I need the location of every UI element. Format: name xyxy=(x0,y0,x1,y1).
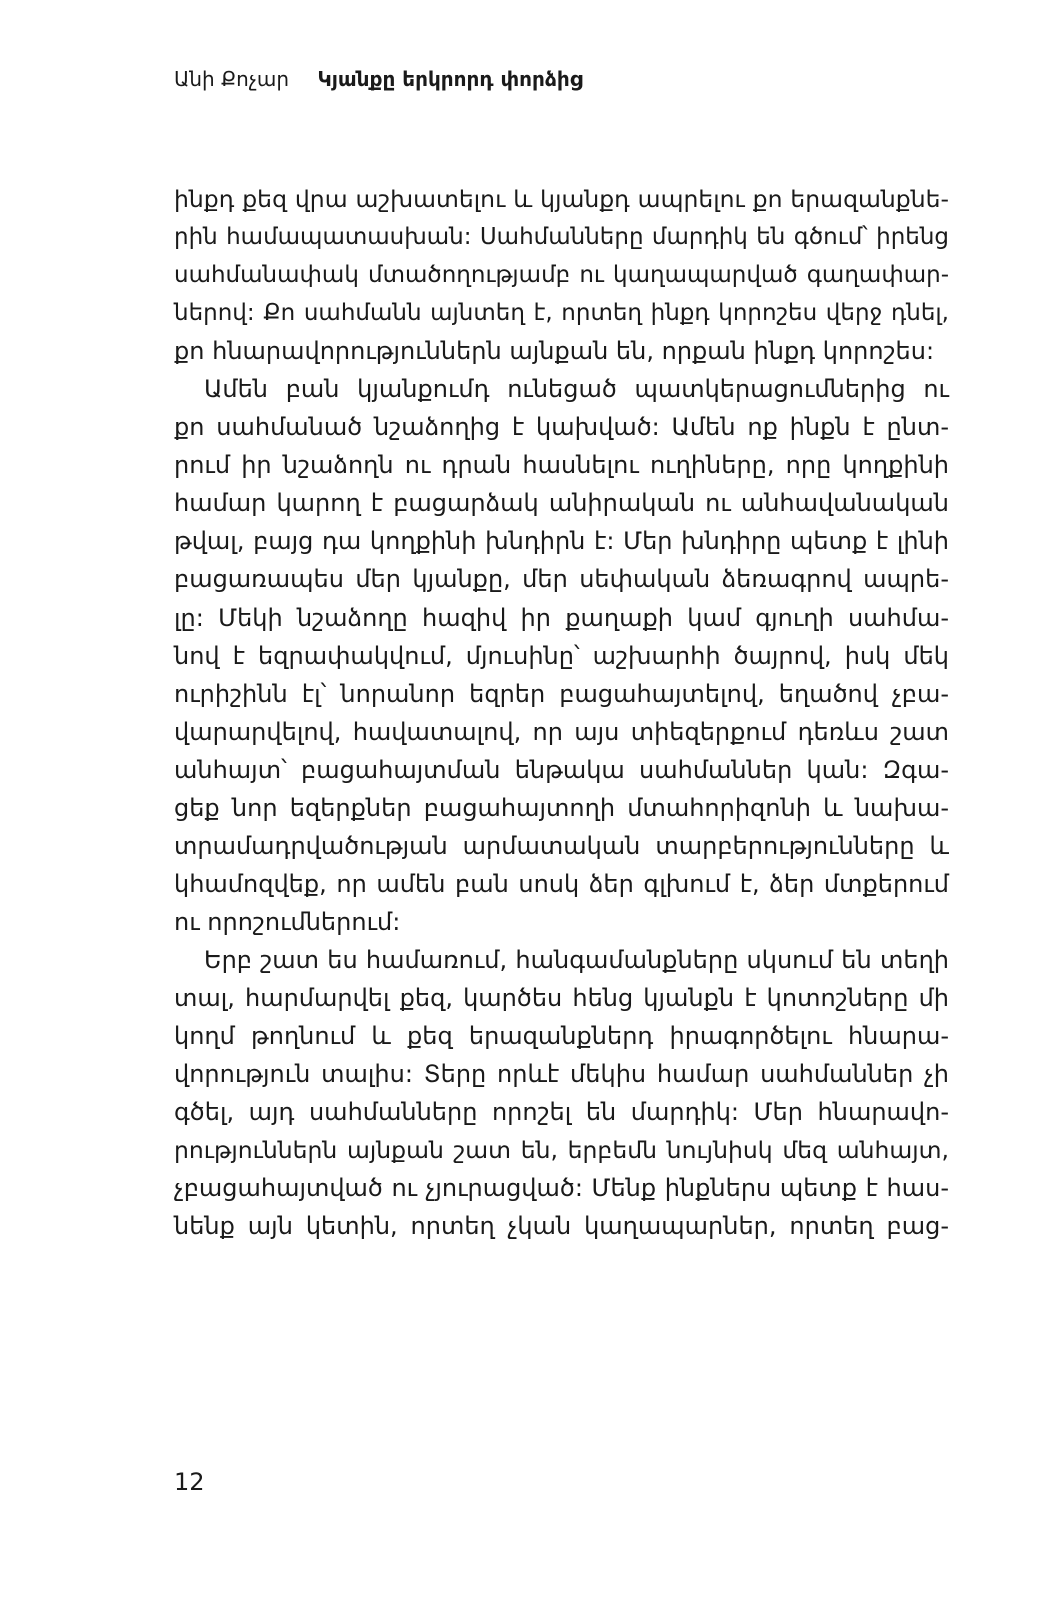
text-line: կհամոզվեք, որ ամեն բան սոսկ ձեր գլխում է, ձեր մտքերում xyxy=(174,869,949,898)
text-line: ներով: Քո սահմանն այնտեղ է, որտեղ ինքդ կորոշես վերջ դնել, xyxy=(174,300,949,327)
text-line: գծել, այդ սահմանները որոշել են մարդիկ: Մեր հնարավո- xyxy=(174,1098,949,1127)
text-line: րություններն այնքան շատ են, երբեմն նույնիսկ մեզ անհայտ, xyxy=(174,1136,949,1165)
text-line: վորություն տալիս: Տերը որևէ մեկիս համար սահմաններ չի xyxy=(174,1060,949,1089)
text-line: լը: Մեկի նշաձողը հազիվ իր քաղաքի կամ գյուղի սահմա- xyxy=(174,603,949,632)
text-line: տրամադրվածության արմատական տարբերությունները և xyxy=(174,831,949,860)
text-line: չբացահայտված ու չյուրացված: Մենք ինքներս պետք է հաս- xyxy=(174,1174,949,1203)
text-line: կողմ թողնում և քեզ երազանքներդ իրագործելու հնարա- xyxy=(174,1022,949,1051)
text-line: ուրիշինն էլ՝ նորանոր եզրեր բացահայտելով, եղածով չբա- xyxy=(174,679,949,708)
text-line: վարարվելով, հավատալով, որ այս տիեզերքում դեռևս շատ xyxy=(174,717,949,746)
header-book-title: Կյանքը երկրորդ փորձից xyxy=(317,67,583,91)
text-line: տալ, հարմարվել քեզ, կարծես հենց կյանքն է կոտոշները մի xyxy=(174,983,949,1012)
text-line: անհայտ՝ բացահայտման ենթակա սահմաններ կան: Զգա- xyxy=(174,755,949,784)
text-line: թվալ, բայց դա կողքինի խնդիրն է: Մեր խնդիրը պետք է լինի xyxy=(174,527,949,556)
page-number: 12 xyxy=(174,1468,205,1496)
text-line: ու որոշումներում: xyxy=(174,907,401,936)
text-line: նով է եզրափակվում, մյուսինը՝ աշխարհի ծայրով, իսկ մեկ xyxy=(174,641,949,670)
text-line: ինքդ քեզ վրա աշխատելու և կյանքդ ապրելու քո երազանքնե- xyxy=(174,185,949,213)
header-author: Անի Քոչար xyxy=(174,67,290,91)
paragraph-first-line: Ամեն բան կյանքումդ ունեցած պատկերացումներից ու xyxy=(204,375,949,404)
running-header xyxy=(174,66,583,92)
text-line: քո հնարավորություններն այնքան են, որքան ինքդ կորոշես: xyxy=(174,337,935,366)
text-line: համար կարող է բացարձակ անիրական ու անհավանական xyxy=(174,489,949,518)
text-line: նենք այն կետին, որտեղ չկան կաղապարներ, որտեղ բաց- xyxy=(174,1212,949,1241)
text-line: բացառապես մեր կյանքը, մեր սեփական ձեռագրով ապրե- xyxy=(174,565,949,594)
paragraph-first-line: Երբ շատ ես համառում, հանգամանքները սկսում են տեղի xyxy=(204,945,949,974)
text-line: ցեք նոր եզերքներ բացահայտողի մտահորիզոնի և նախա- xyxy=(174,793,949,822)
text-line: րին համապատասխան: Սահմանները մարդիկ են գծում՝ իրենց xyxy=(174,224,949,251)
text-line: րում իր նշաձողն ու դրան հասնելու ուղիները, որը կողքինի xyxy=(174,451,949,480)
body-text xyxy=(174,180,949,1245)
text-line: քո սահմանած նշաձողից է կախված: Ամեն ոք ինքն է ընտ- xyxy=(174,413,949,442)
text-line: սահմանափակ մտածողությամբ ու կաղապարված գաղափար- xyxy=(174,262,949,289)
